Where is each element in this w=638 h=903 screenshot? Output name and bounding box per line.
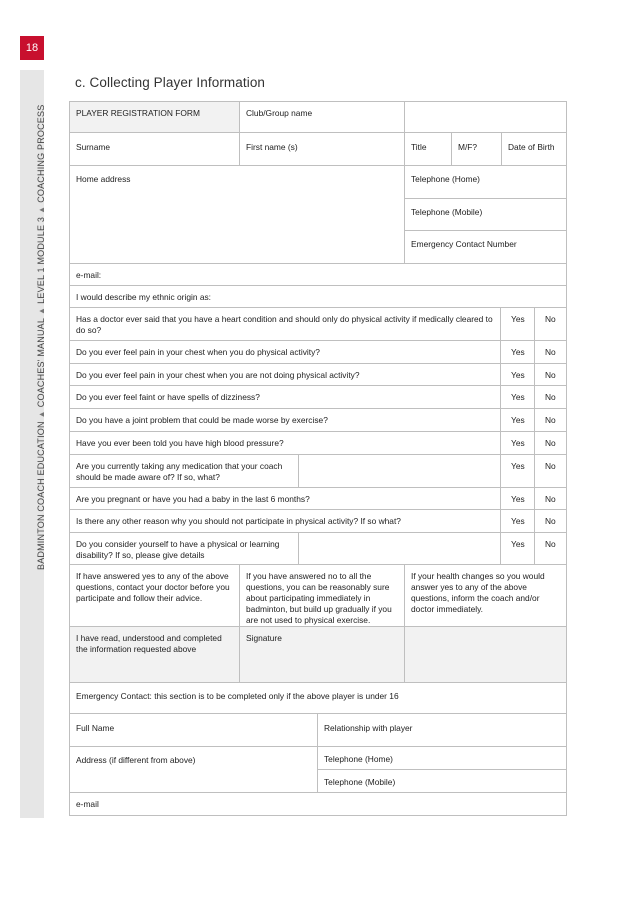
sidebar-part-3: LEVEL 1 MODULE 3 xyxy=(36,216,46,304)
ethnic-origin-field[interactable]: I would describe my ethnic origin as: xyxy=(76,292,211,302)
no-option[interactable]: No xyxy=(545,494,556,504)
advice-no-text: If you have answered no to all the questions, you can be reasonably sure about participating immediately in badminton, but build up gradually if you are not used to physical exercise. xyxy=(240,565,405,626)
yes-option[interactable]: Yes xyxy=(501,364,535,385)
player-registration-form xyxy=(69,101,567,816)
club-name-label: Club/Group name xyxy=(240,102,405,132)
question-text: Do you ever feel pain in your chest when you do physical activity? xyxy=(70,341,501,363)
question-row xyxy=(70,308,566,341)
question-row xyxy=(70,364,566,386)
signature-label: Signature xyxy=(240,627,405,682)
emergency-address-field[interactable]: Address (if different from above) xyxy=(70,747,318,792)
question-row xyxy=(70,510,566,533)
home-address-field[interactable]: Home address xyxy=(70,166,405,263)
emergency-heading: Emergency Contact: this section is to be completed only if the above player is under 16 xyxy=(76,691,399,701)
surname-field[interactable]: Surname xyxy=(70,133,240,165)
sidebar-breadcrumb xyxy=(36,105,46,570)
separator-icon: ▲ xyxy=(37,306,46,315)
emergency-email-row xyxy=(70,793,566,815)
disability-details-field[interactable] xyxy=(299,533,501,564)
emergency-address-row xyxy=(70,747,566,793)
relationship-field[interactable]: Relationship with player xyxy=(324,723,413,733)
email-field[interactable]: e-mail: xyxy=(76,270,102,280)
full-name-field[interactable]: Full Name xyxy=(70,714,318,746)
gender-field[interactable]: M/F? xyxy=(452,133,502,165)
ethnic-origin-row xyxy=(70,286,566,308)
declaration-row xyxy=(70,627,566,683)
question-text: Are you currently taking any medication that your coach should be made aware of? If so, what? xyxy=(70,455,299,487)
yes-option[interactable]: Yes xyxy=(501,386,535,408)
address-block xyxy=(70,166,566,264)
emergency-name-row xyxy=(70,714,566,747)
emergency-email-field[interactable]: e-mail xyxy=(76,799,99,809)
emergency-telephone-home-field[interactable]: Telephone (Home) xyxy=(318,747,566,770)
yes-option[interactable]: Yes xyxy=(501,409,535,431)
emergency-heading-row xyxy=(70,683,566,714)
question-row xyxy=(70,386,566,409)
date-of-birth-field[interactable]: Date of Birth xyxy=(508,142,555,152)
no-option[interactable]: No xyxy=(545,539,556,549)
question-row xyxy=(70,533,566,565)
separator-icon: ▲ xyxy=(37,205,46,214)
yes-option[interactable]: Yes xyxy=(501,341,535,363)
section-title: c. Collecting Player Information xyxy=(75,75,266,90)
medication-details-field[interactable] xyxy=(299,455,501,487)
yes-option[interactable]: Yes xyxy=(501,510,535,532)
question-row xyxy=(70,455,566,488)
yes-option[interactable]: Yes xyxy=(501,533,535,564)
club-name-field[interactable] xyxy=(405,102,566,132)
advice-row xyxy=(70,565,566,627)
telephone-home-field[interactable]: Telephone (Home) xyxy=(405,166,566,199)
question-row xyxy=(70,432,566,455)
no-option[interactable]: No xyxy=(545,347,556,357)
question-text: Have you ever been told you have high blood pressure? xyxy=(70,432,501,454)
page-number: 18 xyxy=(20,36,44,60)
yes-option[interactable]: Yes xyxy=(501,308,535,340)
advice-yes-text: If have answered yes to any of the above questions, contact your doctor before you participate and follow their advice. xyxy=(70,565,240,626)
question-row xyxy=(70,409,566,432)
sidebar-part-2: COACHES' MANUAL xyxy=(36,317,46,408)
question-row xyxy=(70,488,566,510)
question-row xyxy=(70,341,566,364)
question-text: Do you ever feel pain in your chest when you are not doing physical activity? xyxy=(70,364,501,385)
separator-icon: ▲ xyxy=(37,410,46,419)
emergency-contact-number-field[interactable]: Emergency Contact Number xyxy=(411,239,517,249)
question-text: Are you pregnant or have you had a baby in the last 6 months? xyxy=(70,488,501,509)
yes-option[interactable]: Yes xyxy=(501,432,535,454)
no-option[interactable]: No xyxy=(545,461,556,471)
question-text: Is there any other reason why you should not participate in physical activity? If so what? xyxy=(70,510,501,532)
no-option[interactable]: No xyxy=(545,438,556,448)
email-row xyxy=(70,264,566,286)
no-option[interactable]: No xyxy=(545,516,556,526)
no-option[interactable]: No xyxy=(545,370,556,380)
question-text: Has a doctor ever said that you have a heart condition and should only do physical activity if medically cleared to do so? xyxy=(70,308,501,340)
declaration-text: I have read, understood and completed the information requested above xyxy=(70,627,240,682)
title-field[interactable]: Title xyxy=(405,133,452,165)
emergency-telephone-mobile-field[interactable]: Telephone (Mobile) xyxy=(324,777,396,787)
telephone-mobile-field[interactable]: Telephone (Mobile) xyxy=(405,199,566,231)
sidebar-part-4: COACHING PROCESS xyxy=(36,104,46,203)
no-option[interactable]: No xyxy=(545,415,556,425)
no-option[interactable]: No xyxy=(545,392,556,402)
yes-option[interactable]: Yes xyxy=(501,488,535,509)
question-text: Do you ever feel faint or have spells of dizziness? xyxy=(70,386,501,408)
question-text: Do you have a joint problem that could be made worse by exercise? xyxy=(70,409,501,431)
name-row xyxy=(70,133,566,166)
question-text: Do you consider yourself to have a physical or learning disability? If so, please give details xyxy=(70,533,299,564)
form-header-row xyxy=(70,102,566,133)
signature-field[interactable] xyxy=(405,627,566,682)
first-name-field[interactable]: First name (s) xyxy=(240,133,405,165)
yes-option[interactable]: Yes xyxy=(501,455,535,487)
form-title: PLAYER REGISTRATION FORM xyxy=(70,102,240,132)
advice-change-text: If your health changes so you would answer yes to any of the above questions, inform the coach and/or doctor immediately. xyxy=(411,571,545,614)
no-option[interactable]: No xyxy=(545,314,556,324)
sidebar-part-1: BADMINTON COACH EDUCATION xyxy=(36,421,46,570)
